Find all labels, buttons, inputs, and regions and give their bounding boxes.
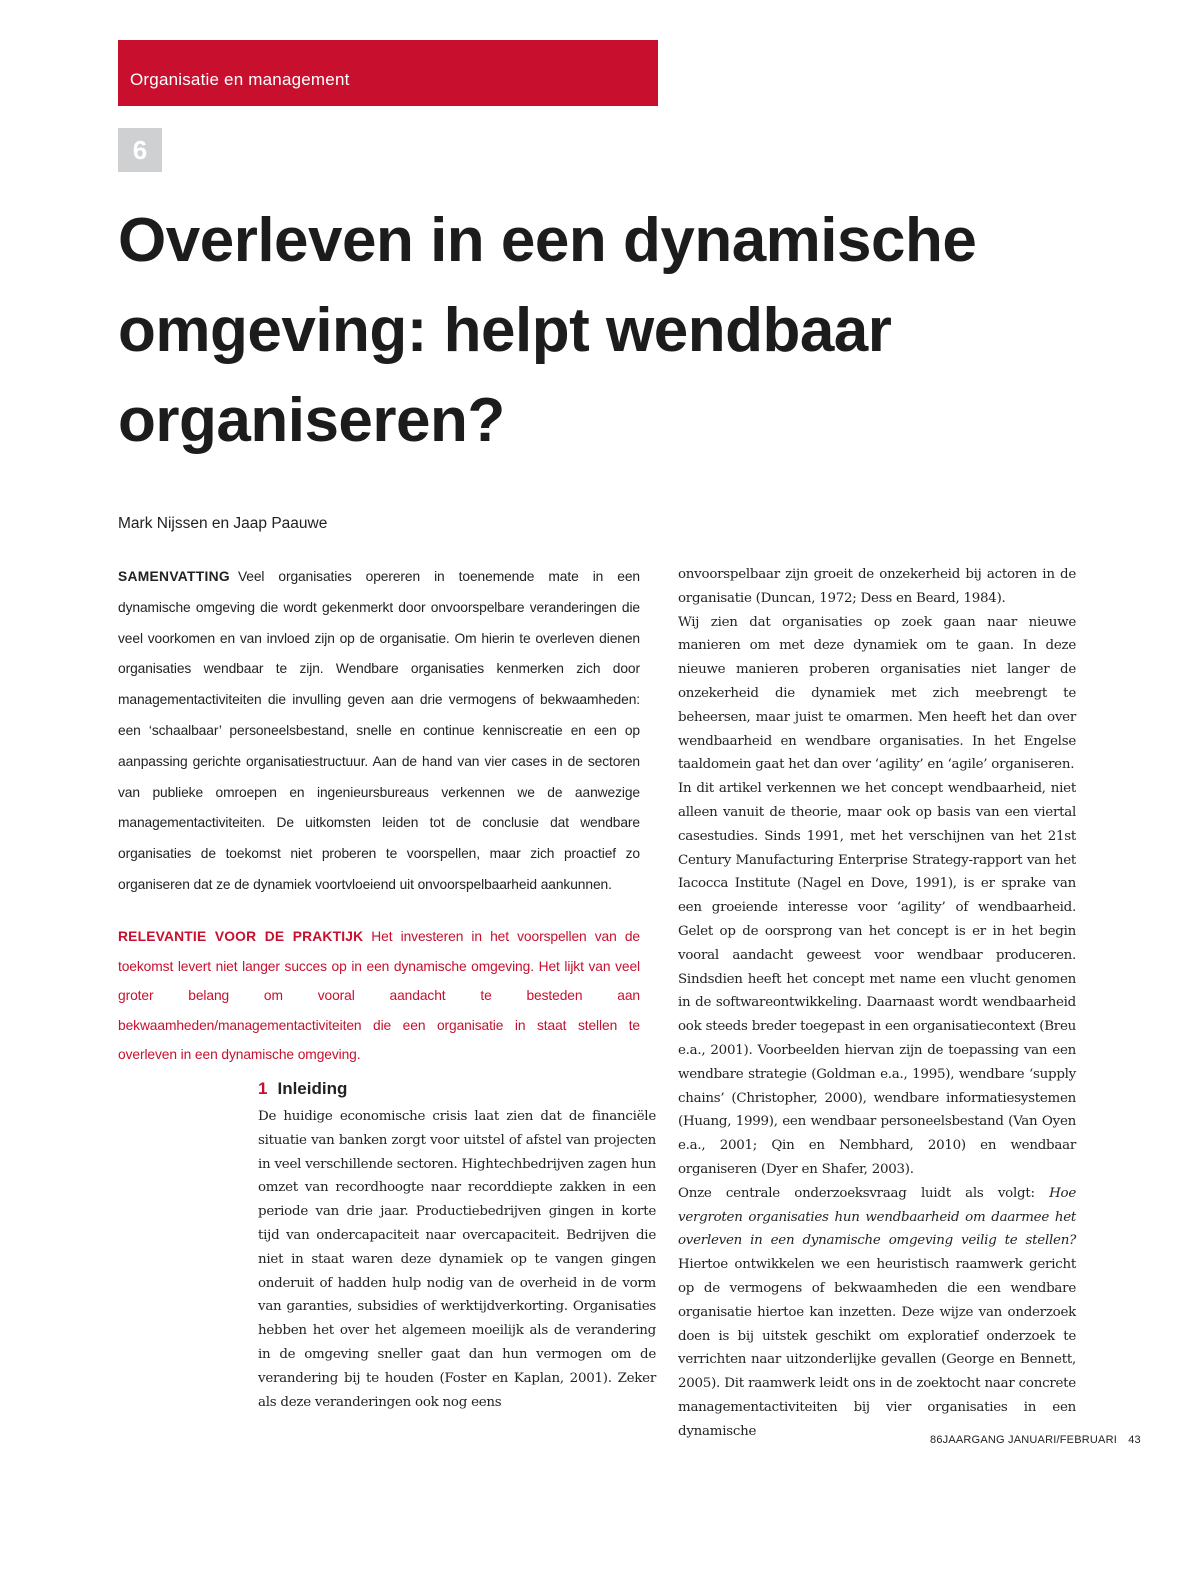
section-title: Inleiding (277, 1079, 348, 1098)
intro-paragraph: De huidige economische crisis laat zien dat de financiële situatie van banken zorgt voor uitstel of afstel van projecten in veel verschillende sectoren. Hightechbedrijven zagen hun omzet van recordhoogte naar recorddiepte zakken in een periode van drie jaar. Productiebedrijven gingen in korte tijd van ondercapaciteit naar overcapaciteit. Bedrijven die niet in staat waren deze dynamiek op te vangen gingen onderuit of hadden hulp nodig van de overheid in de vorm van garanties, subsidies of werktijdverkorting. Organisaties hebben het over het algemeen moeilijk als de verandering in de omgeving sneller gaat dan hun vermogen om de verandering bij te houden (Foster en Kaplan, 2001). Zeker als deze veranderingen ook nog eens (258, 1109, 656, 1410)
article-authors: Mark Nijssen en Jaap Paauwe (118, 515, 328, 532)
relevance-text: Het investeren in het voorspellen van de toekomst levert niet langer succes op in een dynamische omgeving. Het lijkt van veel groter belang om vooral aandacht te besteden aan bekwaamheden/managementactiviteiten die een organisatie in staat stellen te overleven in een dynamische omgeving. (118, 929, 640, 1062)
abstract-text: Veel organisaties opereren in toenemende mate in een dynamische omgeving die wordt gekenmerkt door onvoorspelbare veranderingen die veel voorkomen en van invloed zijn op de organisatie. Om hierin te overleven dienen organisaties wendbaar te zijn. Wendbare organisaties kenmerken zich door managementactiviteiten die invulling geven aan drie vermogens of bekwaamheden: een ‘schaalbaar’ personeelsbestand, snelle en continue kenniscreatie en een op aanpassing gerichte organisatiestructuur. Aan de hand van vier cases in de sectoren van publieke omroepen en ingenieursbureaus verkennen we de aanwezige managementactiviteiten. De uitkomsten leiden tot de conclusie dat wendbare organisaties de toekomst niet proberen te voorspellen, maar zich proactief zo organiseren dat ze de dynamiek voortvloeiend uit onvoorspelbaarheid aankunnen. (118, 569, 640, 892)
abstract-label: SAMENVATTING (118, 569, 230, 584)
footer-issue: JANUARI/FEBRUARI (1008, 1434, 1117, 1446)
body-paragraph-4 (678, 1182, 1076, 1444)
footer-page-number: 43 (1128, 1434, 1141, 1446)
research-question-lead: Onze centrale onderzoeksvraag luidt als volgt: (678, 1185, 1035, 1201)
body-paragraph-2: Wij zien dat organisaties op zoek gaan naar nieuwe manieren om met deze dynamiek om te gaan. In deze nieuwe manieren proberen organisaties niet langer de onzekerheid die dynamiek met zich meebrengt te beheersen, maar juist te omarmen. Men heeft het dan over wendbaarheid en wendbare organisaties. In het Engelse taaldomein gaat het dan over ‘agility’ en ‘agile’ organiseren. (678, 614, 1076, 773)
abstract (118, 562, 640, 901)
relevance-label: RELEVANTIE VOOR DE PRAKTIJK (118, 929, 364, 944)
footer-year-label: JAARGANG (942, 1434, 1005, 1446)
article-title: Overleven in een dynamische omgeving: helpt wendbaar organiseren? (118, 206, 977, 455)
section-heading (258, 1079, 347, 1099)
relevance-box (118, 922, 640, 1070)
body-paragraph-3: In dit artikel verkennen we het concept wendbaarheid, niet alleen vanuit de theorie, maar ook op basis van een viertal casestudies. Sinds 1991, met het verschijnen van het 21st Century Manufacturing Enterprise Strategy-rapport van het Iacocca Institute (Nagel en Dove, 1991), is er sprake van een groeiende interesse voor ‘agility’ of wendbaarheid. Gelet op de oorsprong van het concept is er in het begin vooral aandacht geweest voor wendbaar produceren. Sindsdien heeft het concept met name een vlucht genomen in de softwareontwikkeling. Daarnaast wordt wendbaarheid ook steeds breder toegepast in een organisatiecontext (Breu e.a., 2001). Voorbeelden hiervan zijn de toepassing van een wendbare strategie (Goldman e.a., 1995), wendbare ‘supply chains’ (Christopher, 2000), wendbare informatiesystemen (Huang, 1999), een wendbaar personeelsbestand (Van Oyen e.a., 2001; Qin en Nembhard, 2010) en wendbaar organiseren (Dyer en Shafer, 2003). (678, 781, 1076, 1177)
body-paragraph-1: onvoorspelbaar zijn groeit de onzekerheid bij actoren in de organisatie (Duncan, 1972; Dess en Beard, 1984). (678, 567, 1076, 606)
chapter-number: 6 (118, 128, 162, 172)
section-banner (118, 40, 658, 106)
page-footer (930, 1434, 1141, 1446)
body-paragraph-4-rest: Hiertoe ontwikkelen we een heuristisch raamwerk gericht op de vermogens of bekwaamheden die een wendbare organisatie hiertoe kan inzetten. Deze wijze van onderzoek doen is bij uitstek geschikt om exploratief onderzoek te verrichten naar uitzonderlijke gevallen (George en Bennett, 2005). Dit raamwerk leidt ons in de zoektocht naar concrete managementactiviteiten bij vier organisaties in een dynamische (678, 1257, 1076, 1439)
right-text-column (678, 563, 1076, 1443)
left-text-column (258, 1105, 656, 1414)
research-question: Hoe vergroten organisaties hun wendbaarheid om daarmee het overleven in een dynamische omgeving veilig te stellen? (678, 1185, 1076, 1249)
footer-volume: 86 (930, 1434, 943, 1446)
section-label: Organisatie en management (130, 70, 350, 89)
section-number: 1 (258, 1079, 268, 1098)
